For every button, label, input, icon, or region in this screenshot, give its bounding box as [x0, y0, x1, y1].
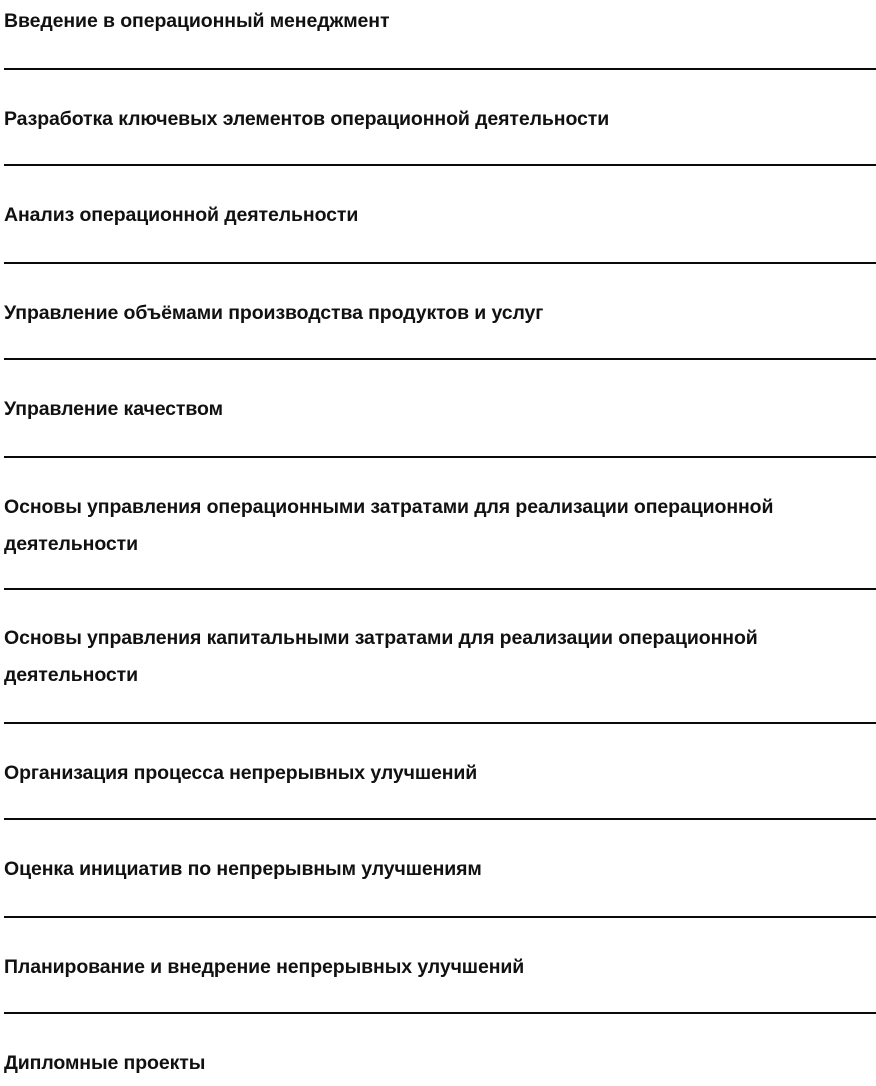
divider	[4, 722, 876, 724]
module-item-improvement-planning[interactable]: Планирование и внедрение непрерывных улучшений	[4, 956, 525, 978]
divider	[4, 358, 876, 360]
module-item-initiative-evaluation[interactable]: Оценка инициатив по непрерывным улучшениям	[4, 858, 482, 880]
module-item-volume-management[interactable]: Управление объёмами производства продуктов и услуг	[4, 302, 544, 324]
module-item-quality-management[interactable]: Управление качеством	[4, 398, 223, 420]
module-item-intro[interactable]: Введение в операционный менеджмент	[4, 10, 390, 32]
divider	[4, 818, 876, 820]
divider	[4, 916, 876, 918]
divider	[4, 262, 876, 264]
module-item-diploma-projects[interactable]: Дипломные проекты	[4, 1052, 206, 1074]
module-item-capital-costs[interactable]: Основы управления капитальными затратами для реализации операционной деятельности	[4, 627, 758, 686]
divider	[4, 1012, 876, 1014]
module-item-analysis[interactable]: Анализ операционной деятельности	[4, 204, 359, 226]
module-item-continuous-improvement-org[interactable]: Организация процесса непрерывных улучшений	[4, 762, 478, 784]
module-item-key-elements[interactable]: Разработка ключевых элементов операционной деятельности	[4, 108, 610, 130]
divider	[4, 68, 876, 70]
divider	[4, 456, 876, 458]
module-item-operational-costs[interactable]: Основы управления операционными затратами для реализации операционной деятельности	[4, 496, 774, 555]
divider	[4, 164, 876, 166]
divider	[4, 588, 876, 590]
